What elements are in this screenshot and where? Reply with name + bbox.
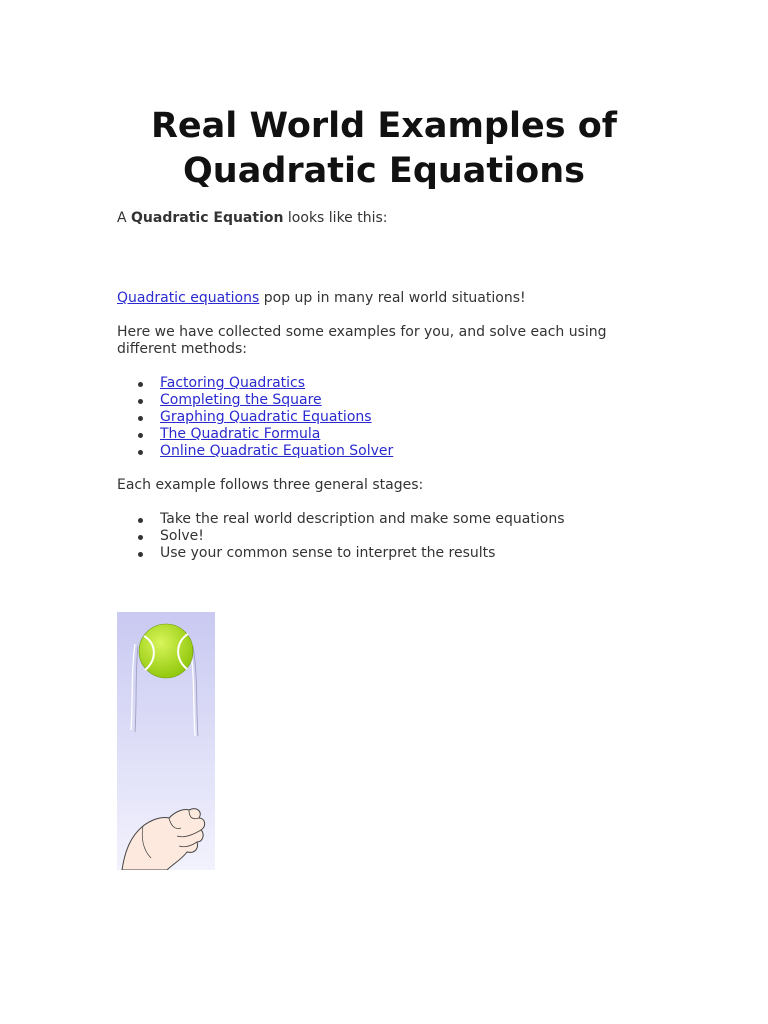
intro-bold-term: Quadratic Equation <box>131 210 284 226</box>
list-item <box>117 426 393 443</box>
intro-suffix: looks like this: <box>283 210 388 226</box>
intro-prefix: A <box>117 210 132 226</box>
list-item <box>117 392 393 409</box>
stages-list <box>117 511 564 562</box>
list-item: Solve! <box>117 528 564 545</box>
list-item <box>117 375 393 392</box>
stages-intro-paragraph: Each example follows three general stages: <box>117 477 424 493</box>
popup-paragraph <box>117 290 526 307</box>
factoring-quadratics-link[interactable]: Factoring Quadratics <box>160 375 306 391</box>
list-item: Take the real world description and make some equations <box>117 511 564 528</box>
list-item: Use your common sense to interpret the results <box>117 545 564 562</box>
list-item <box>117 443 393 460</box>
online-solver-link[interactable]: Online Quadratic Equation Solver <box>160 443 394 459</box>
tennis-ball-throw-illustration <box>117 612 215 870</box>
quadratic-formula-link[interactable]: The Quadratic Formula <box>160 426 321 442</box>
quadratic-equations-link[interactable]: Quadratic equations <box>117 290 260 306</box>
intro-paragraph <box>117 210 388 227</box>
list-item <box>117 409 393 426</box>
completing-the-square-link[interactable]: Completing the Square <box>160 392 322 408</box>
page-title <box>117 104 651 194</box>
page-title-line-1: Real World Examples of <box>150 106 618 146</box>
methods-list <box>117 375 393 460</box>
collected-paragraph: Here we have collected some examples for you, and solve each using different methods: <box>117 324 607 357</box>
popup-rest: pop up in many real world situations! <box>259 290 526 306</box>
graphing-quadratic-equations-link[interactable]: Graphing Quadratic Equations <box>160 409 372 425</box>
page-title-line-2: Quadratic Equations <box>183 151 585 191</box>
tennis-ball-throw-icon <box>117 612 215 870</box>
